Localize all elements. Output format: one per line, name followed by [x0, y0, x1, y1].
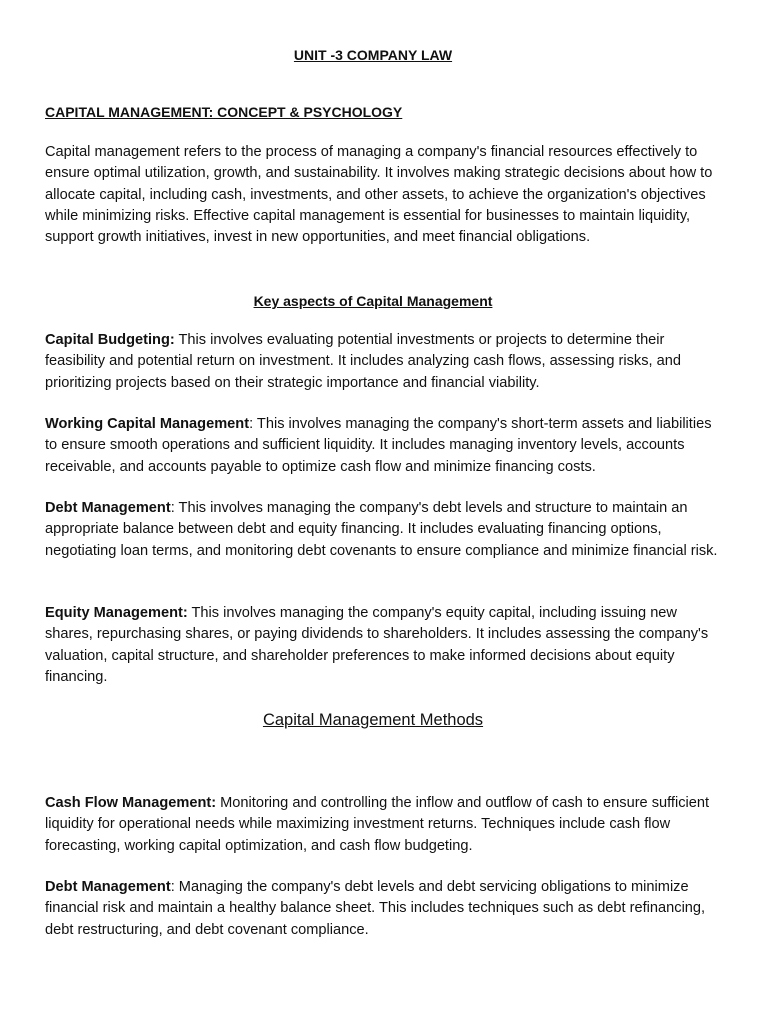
section-heading: CAPITAL MANAGEMENT: CONCEPT & PSYCHOLOGY	[45, 104, 403, 120]
key-aspect-term: Equity Management:	[45, 605, 188, 621]
method-text: Monitoring and controlling the inflow and outflow of cash to ensure sufficient liquidity for operational needs while maximizing investment returns. Techniques include cash flow forecasting, working capital optimization, and cash flow budgeting.	[45, 795, 710, 854]
key-aspect-text: This involves evaluating potential investments or projects to determine their feasibility and potential return on investment. It includes analyzing cash flows, assessing risks, and prioritizing projects based on their strategic importance and financial viability.	[45, 332, 681, 391]
method-term: Debt Management	[45, 879, 171, 895]
method-debt-management	[45, 877, 727, 941]
key-aspect-equity-management	[45, 603, 727, 688]
method-term: Cash Flow Management:	[45, 795, 217, 811]
intro-paragraph: Capital management refers to the process of managing a company's financial resources effectively to ensure optimal utilization, growth, and sustainability. It involves making strategic decisions about how to allocate capital, including cash, investments, and other assets, to achieve the organization's objectives while minimizing risks. Effective capital management is essential for businesses to maintain liquidity, support growth initiatives, invest in new opportunities, and meet financial obligations.	[45, 144, 713, 246]
key-aspect-capital-budgeting	[45, 330, 727, 394]
unit-title: UNIT -3 COMPANY LAW	[293, 47, 453, 63]
key-aspect-text: : This involves managing the company's short-term assets and liabilities to ensure smooth operations and sufficient liquidity. It includes managing inventory levels, accounts receivable, and accounts payable to optimize cash flow and minimize financing costs.	[45, 416, 712, 475]
method-text: : Managing the company's debt levels and debt servicing obligations to minimize financial risk and maintain a healthy balance sheet. This includes techniques such as debt refinancing, debt restructuring, and debt covenant compliance.	[45, 879, 706, 938]
method-cash-flow-management	[45, 793, 727, 857]
methods-heading: Capital Management Methods	[262, 711, 484, 729]
key-aspect-text: This involves managing the company's equity capital, including issuing new shares, repurchasing shares, or paying dividends to shareholders. It includes assessing the company's valuation, capital structure, and shareholder preferences to make informed decisions about equity financing.	[45, 605, 709, 685]
key-aspect-term: Debt Management	[45, 500, 171, 516]
key-aspect-term: Capital Budgeting:	[45, 332, 175, 348]
key-aspects-heading: Key aspects of Capital Management	[253, 293, 493, 309]
key-aspect-debt-management	[45, 498, 727, 562]
key-aspect-working-capital	[45, 414, 727, 478]
key-aspect-term: Working Capital Management	[45, 416, 250, 432]
key-aspect-text: : This involves managing the company's debt levels and structure to maintain an appropriate balance between debt and equity financing. It includes evaluating financing options, negotiating loan terms, and monitoring debt covenants to ensure compliance and minimize financial risk.	[45, 500, 718, 559]
